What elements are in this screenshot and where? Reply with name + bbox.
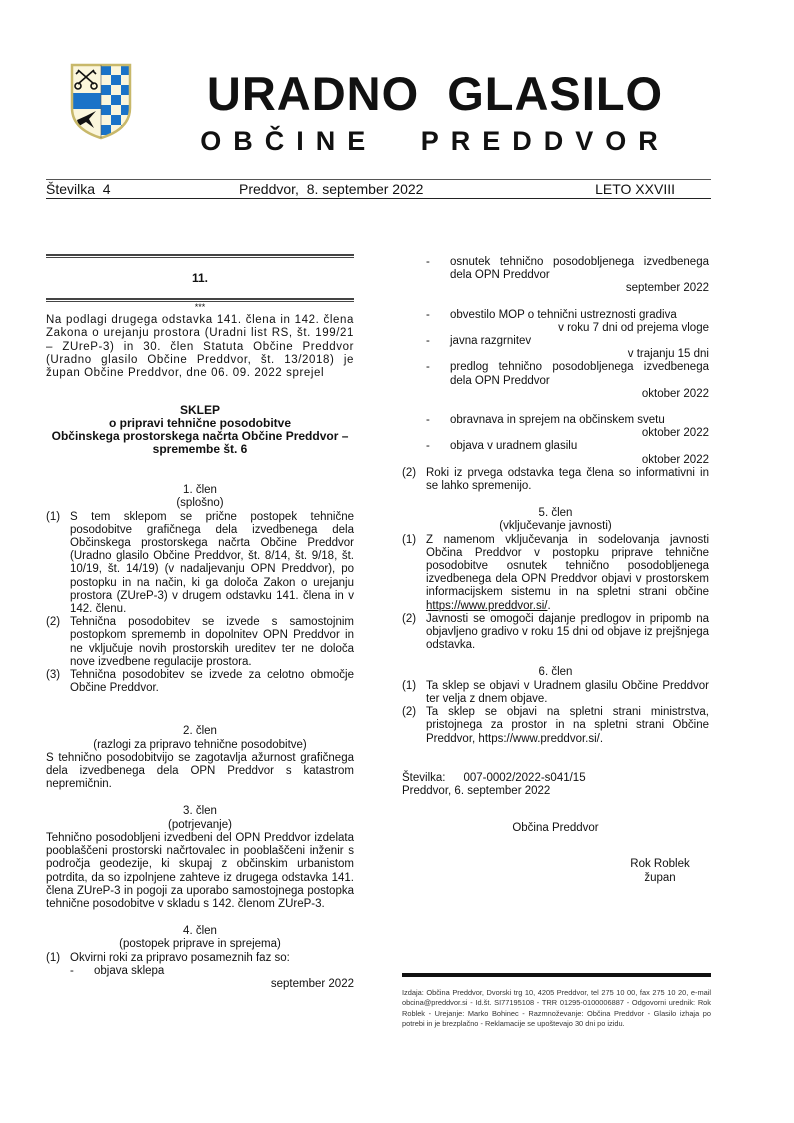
article-4-title: 4. člen — [183, 925, 217, 938]
paragraph-number: (2) — [402, 612, 417, 625]
article-paragraph — [402, 613, 709, 653]
article-3-title: 3. člen — [183, 805, 217, 818]
phase-item — [402, 335, 709, 348]
act-number: 11. — [191, 271, 209, 285]
phase-text: osnutek tehnično posodobljenega izvedbenega dela OPN Preddvor — [450, 256, 709, 282]
article-6-title: 6. člen — [538, 666, 573, 679]
decision-title: SKLEP — [179, 403, 220, 418]
dash-bullet: - — [426, 256, 430, 268]
paragraph-number: (1) — [46, 510, 61, 523]
article-paragraph — [46, 616, 354, 669]
signature-org: Občina Preddvor — [512, 822, 599, 835]
phase-item — [402, 309, 709, 322]
right-column — [402, 256, 709, 885]
reference-label: Številka: — [402, 771, 446, 784]
paragraph-number: (1) — [402, 679, 417, 692]
article-2-subtitle: (razlogi za pripravo tehnične posodobitve) — [93, 738, 307, 751]
paragraph-number: (1) — [402, 533, 417, 546]
reference-number — [402, 772, 709, 785]
paragraph-text: Roki iz prvega odstavka tega člena so informativni in se lahko spremenijo. — [426, 466, 709, 493]
article-3-subtitle: (potrjevanje) — [168, 818, 232, 831]
imprint-text: Izdaja: Občina Preddvor, Dvorski trg 10, 4205 Preddvor, tel 275 10 00, fax 275 10 20, e-mail obcina@preddvor.si - Id.št. SI77195108 - TRR 01295-0100006887 - Odgovorni urednik: Rok Roblek - Urejanje: Marko Bohinec - Razmnoževanje: Občina Preddvor - Glasilo izhaja po potrebi in je brezplačno - Reklamacije se upoštevajo 30 dni po izidu. — [402, 988, 711, 1029]
phase-item — [402, 256, 709, 282]
dash-bullet: - — [426, 308, 430, 321]
signatory-name: Rok Roblek — [630, 858, 690, 871]
article-paragraph — [402, 706, 709, 746]
gazette-subtitle: OBČINE PREDDVOR — [200, 126, 670, 156]
gazette-title: URADNO GLASILO — [206, 67, 664, 120]
left-column — [46, 254, 354, 991]
phase-item — [402, 361, 709, 387]
phase-text: objava v uradnem glasilu — [450, 440, 578, 453]
paragraph-number: (2) — [402, 706, 417, 719]
phase-deadline: september 2022 — [625, 282, 709, 295]
decision-subtitle: o pripravi tehnične posodobitve — [108, 416, 292, 431]
article-paragraph — [402, 680, 709, 706]
dash-bullet: - — [426, 414, 430, 427]
phase-deadline: v trajanju 15 dni — [627, 348, 709, 361]
article-paragraph — [402, 534, 709, 613]
paragraph-text: Ta sklep se objavi v Uradnem glasilu Občine Preddvor ter velja z dnem objave. — [426, 679, 709, 705]
dash-bullet: - — [426, 440, 430, 453]
article-1-subtitle: (splošno) — [176, 497, 224, 510]
phase-item — [402, 414, 709, 427]
phase-deadline: september 2022 — [270, 977, 354, 990]
reference-place-date: Preddvor, 6. september 2022 — [402, 784, 551, 797]
decision-heading — [46, 404, 354, 456]
paragraph-text: . — [547, 599, 551, 612]
imprint-rule — [402, 973, 711, 977]
coat-of-arms-icon — [68, 62, 134, 140]
signature-block — [620, 858, 700, 884]
paragraph-text: Tehnična posodobitev se izvede s samostojnim postopkom sprememb in dopolnitev OPN Preddvor in ne vključuje novih prostorskih ureditev ter ne določa nove izvedbene regulacije prostora. — [70, 616, 354, 668]
issue-year: LETO XXVIII — [595, 181, 675, 197]
article-2-text: S tehnično posodobitvijo se zagotavlja ažurnost grafičnega dela izvedbenega dela OPN Preddvor s katastrom nepremičnin. — [46, 751, 354, 791]
paragraph-text: Tehnična posodobitev se izvede za celotno območje Občine Preddvor. — [70, 669, 354, 695]
phase-item — [46, 965, 354, 978]
paragraph-text: Ta sklep se objavi na spletni strani ministrstva, pristojnega za prostor in na spletni strani Občine Preddvor, https://www.preddvor.si/. — [426, 706, 709, 745]
paragraph-text: Z namenom vključevanja in sodelovanja javnosti Občina Preddvor v postopku priprave tehnične posodobitve osnutek tehnično posodobljenega izvedbenega dela OPN Preddvor objavi v prostorskem informacijskem sistemu in na spletni strani občine — [426, 533, 709, 599]
article-paragraph — [402, 467, 709, 493]
phase-item — [402, 440, 709, 453]
article-4-subtitle: (postopek priprave in sprejema) — [119, 938, 281, 951]
header-rule-bottom — [46, 198, 711, 199]
stars-separator: *** — [194, 302, 206, 313]
phase-text: obvestilo MOP o tehnični ustreznosti gradiva — [450, 308, 677, 321]
paragraph-text: Javnosti se omogoči dajanje predlogov in pripomb na objavljeno gradivo v roku 15 dni od objave iz prejšnjega odstavka. — [426, 612, 709, 652]
section-rule — [46, 254, 354, 258]
reference-value: 007-0002/2022-s041/15 — [463, 771, 586, 784]
issue-number: Številka 4 — [46, 181, 111, 197]
header-rule-top — [46, 179, 711, 180]
phase-text: obravnava in sprejem na občinskem svetu — [450, 414, 665, 427]
phase-deadline: v roku 7 dni od prejema vloge — [558, 321, 709, 334]
phase-text: predlog tehnično posodobljenega izvedbenega dela OPN Preddvor — [450, 361, 709, 387]
paragraph-number: (1) — [46, 951, 61, 964]
article-5-title: 5. člen — [538, 507, 573, 520]
dash-bullet: - — [426, 335, 430, 348]
issue-info-row — [46, 181, 711, 198]
article-paragraph — [46, 669, 354, 695]
paragraph-number: (2) — [46, 616, 61, 629]
phase-text: objava sklepa — [94, 964, 165, 977]
municipality-website-link[interactable]: https://www.preddvor.si/ — [426, 599, 548, 612]
phase-text: javna razgrnitev — [450, 335, 532, 348]
issue-place-date: Preddvor, 8. september 2022 — [239, 181, 424, 197]
article-5-subtitle: (vključevanje javnosti) — [499, 520, 612, 533]
paragraph-number: (2) — [402, 466, 417, 479]
phase-deadline: oktober 2022 — [641, 387, 709, 400]
article-1-title: 1. člen — [183, 484, 217, 497]
paragraph-text: Okvirni roki za pripravo posameznih faz so: — [70, 951, 290, 964]
preamble: Na podlagi drugega odstavka 141. člena in 142. člena Zakona o urejanju prostora (Uradni list RS, št. 199/21 – ZUreP-3) in 30. člen Statuta Občine Preddvor (Uradno glasilo Občine Preddvor, št. 13/2018) je župan Občine Preddvor, dne 06. 09. 2022 sprejel — [46, 314, 354, 380]
paragraph-text: S tem sklepom se prične postopek tehnične posodobitve grafičnega dela izvedbenega dela Občinskega prostorskega načrta Občine Preddvor (Uradno glasilo Občine Preddvor, št. 8/14, št. 9/18, št. 10/19, št. 14/19) (v nadaljevanju OPN Preddvor), po postopku in na način, ki ga določa Zakon o urejanju prostora (ZUreP-3) v drugem odstavku 141. člena in v 142. členu. — [70, 510, 354, 616]
article-paragraph — [46, 511, 354, 617]
paragraph-number: (3) — [46, 669, 61, 682]
phase-deadline: oktober 2022 — [641, 453, 709, 466]
article-paragraph — [46, 952, 354, 965]
dash-bullet: - — [70, 964, 74, 977]
signatory-role: župan — [644, 871, 676, 884]
decision-subtitle: Občinskega prostorskega načrta Občine Preddvor – — [51, 429, 349, 444]
dash-bullet: - — [426, 361, 430, 374]
decision-subtitle: spremembe št. 6 — [152, 442, 248, 457]
article-2-title: 2. člen — [183, 725, 217, 738]
article-3-text: Tehnično posodobljeni izvedbeni del OPN Preddvor izdelata pooblaščeni prostorski načrtovalec in pooblaščeni inženir s področja geodezije, ki skupaj z občinskim urbanistom potrdita, da so izpolnjene zahteve iz drugega odstavka 141. člena ZUreP-3 in pogoji za uporabo samostojnega postopka tehnične posodobitve v skladu s 142. členom ZUreP-3. — [46, 831, 354, 910]
phase-deadline: oktober 2022 — [641, 427, 709, 440]
